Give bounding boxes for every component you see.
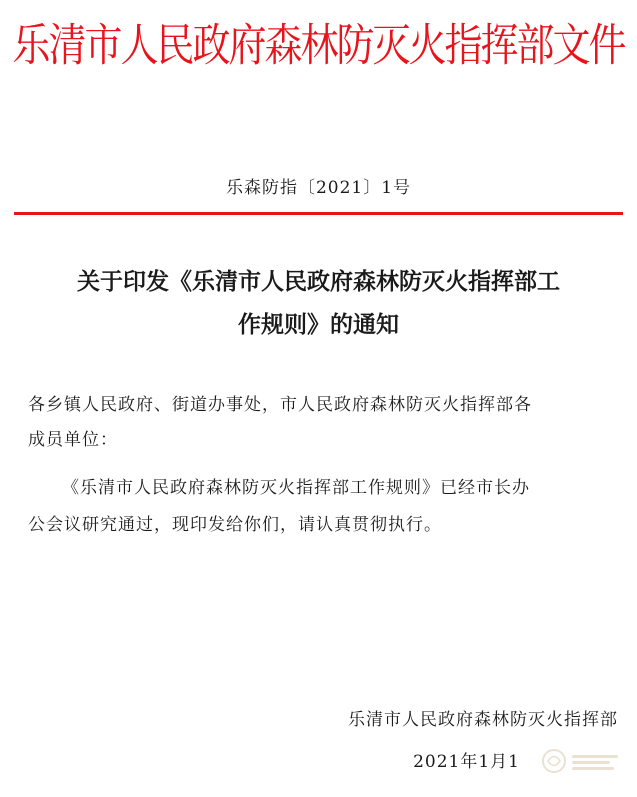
watermark-logo-icon [540, 747, 624, 775]
body-paragraph-line-2: 公会议研究通过，现印发给你们，请认真贯彻执行。 [28, 515, 442, 535]
signature-organization: 乐清市人民政府森林防灭火指挥部 [348, 710, 618, 730]
document-number: 乐森防指〔2021〕1号 [225, 178, 412, 198]
addressee-line-1: 各乡镇人民政府、街道办事处，市人民政府森林防灭火指挥部各 [28, 395, 532, 415]
red-divider-line [14, 212, 623, 215]
body-paragraph-line-1: 《乐清市人民政府森林防灭火指挥部工作规则》已经市长办 [62, 478, 530, 498]
signature-date: 2021年1月1 [413, 752, 520, 772]
addressee-line-2: 成员单位： [28, 430, 118, 450]
document-title-line-2: 作规则》的通知 [238, 311, 399, 338]
document-title-line-1: 关于印发《乐清市人民政府森林防灭火指挥部工 [77, 268, 560, 295]
document-title [18, 260, 619, 346]
document-header-title: 乐清市人民政府森林防灭火指挥部文件 [12, 19, 625, 71]
